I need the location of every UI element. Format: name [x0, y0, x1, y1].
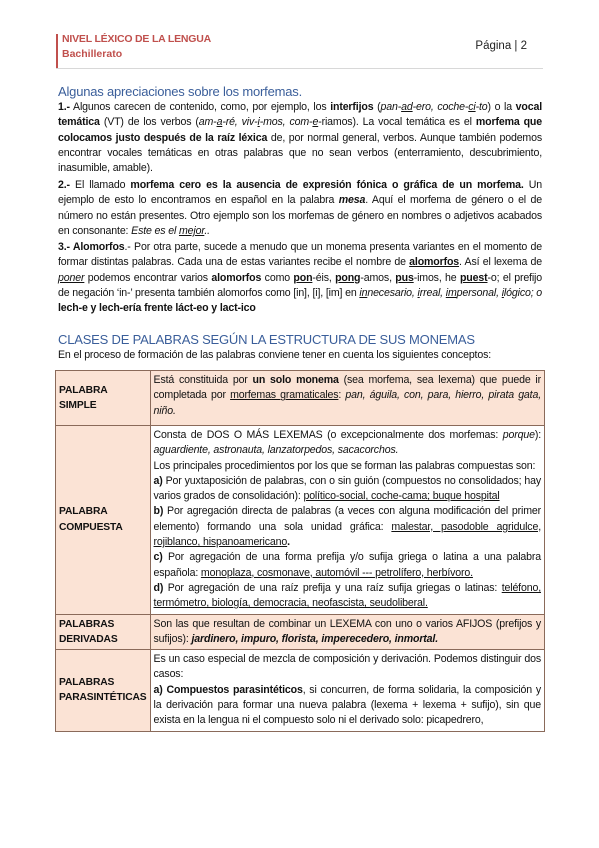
examples: jardinero, impuro, florista, imperecedero, inmortal. — [191, 632, 438, 645]
item-letter: c) — [153, 551, 163, 564]
row-content-compuesta — [150, 426, 544, 615]
paragraph-number: 1.- — [58, 101, 70, 113]
text: de, por normal general, verbos. Aunque también podemos encontrar vocales temáticas en otras palabras que no sean verbos (enterramiento, descubrimiento, inasumible, amable). — [58, 131, 542, 175]
example-underlined: ci — [468, 101, 476, 113]
text: : — [338, 389, 346, 402]
bold-term: Alomorfos — [69, 241, 125, 253]
bold-term-underlined: alomorfos — [409, 256, 460, 269]
bold-term: alomorfos — [211, 271, 262, 284]
example: lógico; o — [503, 286, 543, 299]
row-label-derivadas — [56, 614, 151, 650]
example-underlined: e — [312, 116, 319, 129]
bold-term: morfema cero es la ausencia de expresión fónica o gráfica de un morfema. — [130, 179, 524, 191]
text: -riamos). La vocal temática es el — [318, 116, 476, 129]
bold-term: morfema que colocamos justo después de la raíz léxica — [58, 116, 542, 144]
text: -imos, he — [413, 271, 460, 284]
label-line: PALABRAS — [59, 618, 115, 630]
text: Un ejemplo de esto lo encontramos en español en la palabra — [58, 179, 542, 207]
example-underlined: im — [445, 286, 457, 299]
text: Por yuxtaposición de palabras, con o sin guión (compuestos no consolidados; hay varios grados de consolidación): — [153, 474, 541, 503]
row-content-derivadas — [150, 614, 544, 650]
example-underlined: in — [359, 286, 368, 299]
text: Por agregación de una forma prefija y/o sufija griega o latina a una palabra española: — [153, 551, 541, 579]
bold-term-underlined: pus — [395, 271, 414, 284]
example-underlined: a — [216, 116, 223, 129]
text: Por agregación directa de palabras (a veces con alguna modificación del primer elemento) formando una sola unidad gráfica: — [153, 505, 541, 533]
procedure-d — [154, 581, 541, 612]
header-accent-bar — [56, 34, 58, 68]
text: Por agregación de una raíz prefija y una raíz sufija griegas o latinas: — [163, 581, 502, 594]
text: El llamado — [69, 179, 131, 191]
table-row — [56, 650, 545, 731]
underlined-examples: malestar, pasodoble agridulce, rojiblanco, hispanoamericano — [153, 520, 541, 549]
text: . Así el lexema de — [459, 256, 542, 269]
word-classes-table — [55, 370, 545, 732]
underlined-term: morfemas gramaticales — [230, 389, 339, 402]
example-underlined: i — [257, 116, 260, 129]
bold-term: interfijos — [330, 101, 374, 113]
label-line: PARASINTÉTICAS — [59, 692, 147, 704]
text: . Aquí el morfema de género o el de número no están presentes. Otro ejemplo son los morfemas de género en nombres o adjetivos acabados en consonante: — [58, 194, 542, 237]
row-label-compuesta — [56, 426, 151, 615]
example-underlined: ad — [401, 101, 413, 113]
underlined-examples: político-social, coche-cama; buque hospital — [303, 490, 500, 503]
example: -ero, coche- — [412, 101, 469, 113]
text: (VT) de los verbos ( — [99, 116, 199, 129]
example-underlined: i — [417, 286, 420, 299]
bold-term: lech-e y lech-ería frente láct-eo y lact-ico — [58, 302, 256, 315]
table-row — [56, 371, 545, 426]
underlined-examples: monoplaza, cosmonave, automóvil --- petrolífero, herbívoro. — [200, 566, 473, 579]
bold-term-underlined: pon — [293, 271, 313, 284]
text: Algunos carecen de contenido, como, por ejemplo, los — [69, 101, 331, 113]
paragraph-number: 2.- — [58, 179, 70, 191]
paragraph-1 — [58, 100, 542, 176]
text: -o; el prefijo de negación ‘in-’ presenta también alomorfos como [in], [i], [im] en — [58, 271, 543, 299]
example-underlined: poner — [58, 271, 85, 284]
example: porque — [502, 429, 535, 441]
example-underlined: i — [501, 286, 504, 299]
label-line: PALABRAS — [59, 677, 115, 689]
label-line: PALABRA — [59, 384, 108, 396]
procedure-a — [154, 474, 541, 505]
row-content-parasinteticas — [150, 650, 544, 731]
definition — [154, 428, 541, 459]
example: rreal, — [419, 286, 446, 299]
paragraph-2 — [58, 178, 542, 239]
section-intro: En el proceso de formación de las palabras conviene tener en cuenta los siguientes conceptos: — [58, 349, 492, 361]
underlined-examples: teléfono, termómetro, biología, democracia, neofascista, seudoliberal. — [153, 581, 541, 610]
row-label-parasinteticas — [56, 650, 151, 731]
example: -mos, com- — [259, 116, 313, 129]
procedure-c — [154, 550, 541, 581]
example: -ré, viv- — [222, 116, 258, 129]
label-line: COMPUESTA — [59, 521, 123, 533]
example: mesa — [338, 194, 366, 207]
text: Está constituida por — [153, 374, 253, 386]
examples: aguardiente, astronauta, lanzatorpedos, sacacorchos. — [153, 444, 399, 457]
item-letter: d) — [153, 581, 164, 594]
text: (sea morfema, sea lexema) que puede ir completada por — [153, 374, 542, 402]
label-line: PALABRA — [59, 506, 108, 518]
text: como — [261, 271, 294, 284]
text: ) o la — [487, 101, 516, 113]
example: Este es el — [131, 224, 179, 237]
bold-term: vocal temática — [58, 101, 542, 129]
table-row — [56, 614, 545, 650]
bold-term: a) Compuestos parasintéticos — [153, 683, 303, 696]
text: ): — [534, 429, 541, 441]
paragraph-3 — [58, 240, 542, 316]
example: -to — [475, 101, 488, 113]
section-heading-morfemas: Algunas apreciaciones sobre los morfemas. — [58, 84, 302, 99]
example: necesario, — [367, 286, 418, 299]
example: pan- — [380, 101, 402, 113]
procedures-intro: Los principales procedimientos por los que se forman las palabras compuestas son: — [153, 459, 536, 472]
header-title: NIVEL LÉXICO DE LA LENGUA — [62, 33, 212, 45]
example: am- — [198, 116, 217, 129]
item-letter: a) — [153, 474, 163, 487]
procedure-b — [154, 504, 541, 550]
example: personal, — [456, 286, 502, 299]
bold-term: un solo monema — [252, 374, 339, 386]
bold-term-underlined: puest — [459, 271, 488, 284]
text: .- Por otra parte, sucede a menudo que un monema presenta variantes en el momento de formar distintas palabras. Cada una de estas variantes recibe el nombre de — [58, 241, 542, 269]
label-line: DERIVADAS — [59, 633, 118, 645]
section-heading-clases: CLASES DE PALABRAS SEGÚN LA ESTRUCTURA DE SUS MONEMAS — [58, 332, 475, 347]
paragraph-number: 3.- — [58, 241, 70, 253]
header-divider — [56, 68, 543, 69]
page-number: Página | 2 — [475, 40, 527, 52]
row-label-simple — [56, 371, 151, 426]
text: . — [287, 536, 290, 549]
table-row — [56, 426, 545, 615]
text: Consta de DOS O MÁS LEXEMAS (o excepcionalmente dos morfemas: — [153, 429, 503, 441]
text: -éis, — [312, 271, 336, 284]
bold-term-underlined: pong — [335, 271, 361, 284]
example-underlined: mejor — [178, 224, 205, 237]
page-header — [56, 30, 543, 70]
text: -amos, — [360, 271, 396, 284]
header-subtitle: Bachillerato — [62, 48, 123, 60]
definition: Es un caso especial de mezcla de composición y derivación. Podemos distinguir dos casos: — [153, 653, 541, 681]
text: , si concurren, de forma solidaria, la composición y la derivación para formar una nueva palabra (lexema + lexema + sufijo), sin que exista en la lengua ni el compuesto solo ni el derivado solo: picapedrero, — [153, 683, 541, 727]
example: .. — [204, 224, 210, 237]
text: Son las que resultan de combinar un LEXEMA con uno o varios AFIJOS (prefijos y sufijos): — [153, 617, 541, 645]
row-content-simple — [150, 371, 544, 426]
text: ( — [373, 101, 381, 113]
case-a — [154, 683, 541, 729]
examples: pan, águila, con, para, hierro, pirata gata, niño. — [153, 389, 542, 417]
text: podemos encontrar varios — [84, 271, 212, 284]
label-line: SIMPLE — [59, 400, 97, 411]
item-letter: b) — [153, 505, 164, 518]
